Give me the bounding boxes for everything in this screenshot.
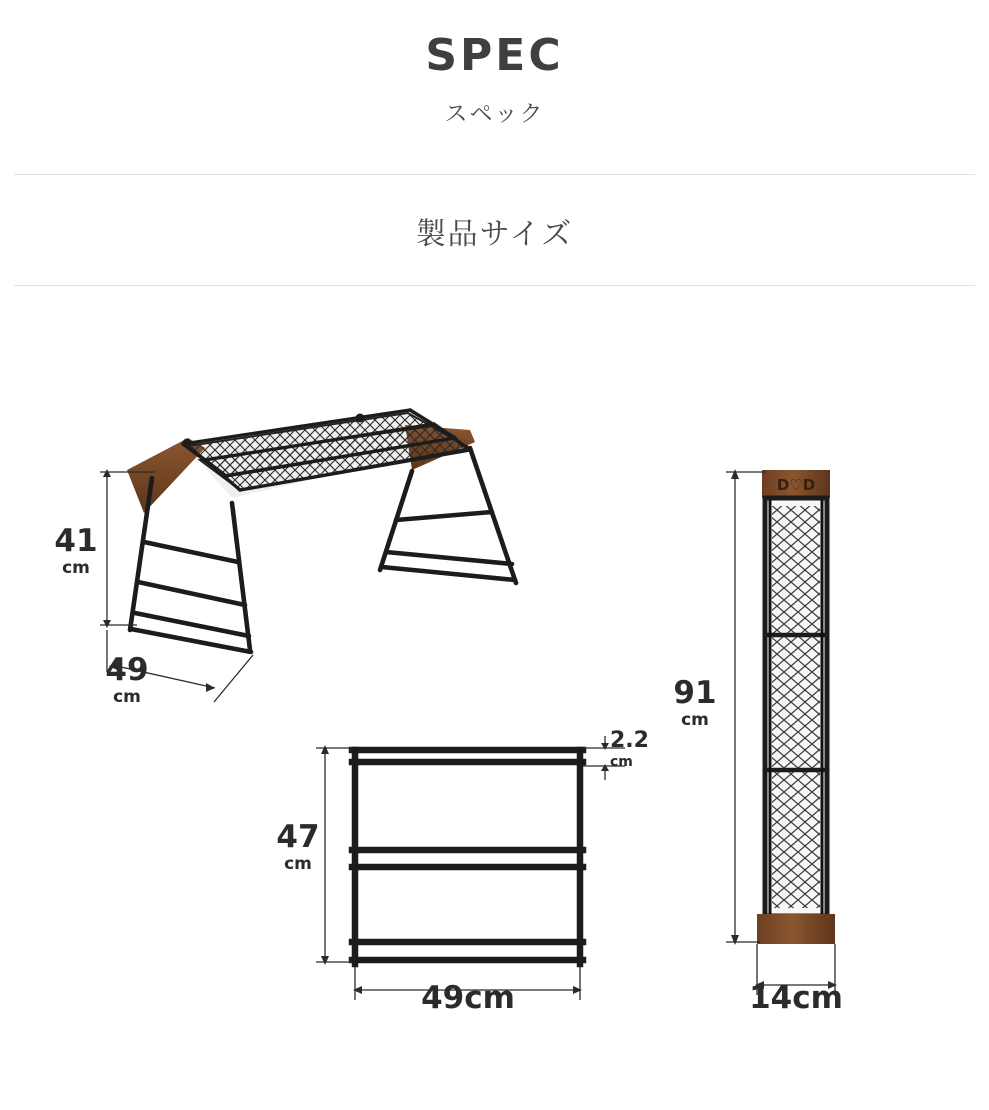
dod-logo-text: D♡D [776,476,816,494]
dim-91-leader [726,469,766,945]
dim-label-2-2: 2.2 cm [610,728,649,770]
section-heading: 製品サイズ [415,218,574,251]
perspective-view [100,408,516,702]
dim-label-41: 41 cm [54,523,98,578]
spec-page [0,30,989,1110]
divider-bottom [14,285,975,286]
dim-label-14: 14cm [749,980,843,1016]
folded-view [726,469,837,995]
dim-label-47: 47 cm [276,819,320,874]
page-title: SPEC [425,30,564,81]
dim-label-49-width: 49cm [421,980,515,1016]
product-size-diagram [0,330,989,1110]
dim-label-49-depth: 49 cm [105,652,149,707]
front-view [316,736,625,1000]
wood-bottom-block [757,914,835,944]
dim-label-91: 91 cm [673,675,717,730]
page-subtitle: スペック [444,100,545,126]
